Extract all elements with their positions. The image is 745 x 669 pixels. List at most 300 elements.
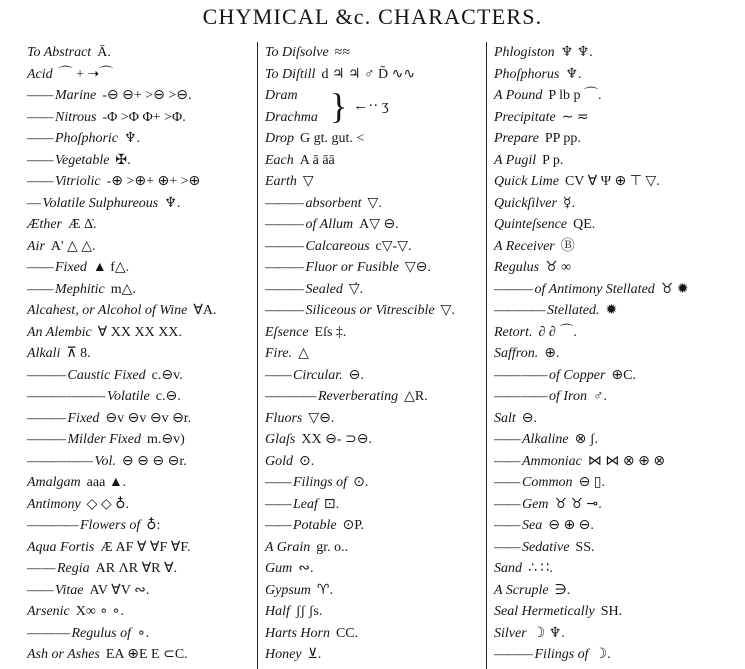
ditto-rule: ——— xyxy=(265,238,303,254)
entry-row xyxy=(265,580,486,602)
dram-symbol: ←·· ʒ xyxy=(353,98,389,114)
ditto-rule: ——— xyxy=(27,410,65,426)
entry-symbols: ♂. xyxy=(592,389,607,404)
entry-symbols: m.⊖v) xyxy=(146,432,185,447)
ditto-rule: ——— ——— xyxy=(27,389,104,404)
ditto-rule: —— xyxy=(27,174,52,189)
entry-row xyxy=(494,472,745,494)
entry-label: Amalgam xyxy=(27,475,81,490)
ditto-rule: —— —— xyxy=(494,367,546,383)
entry-label: Phoſphorus xyxy=(494,66,560,82)
entry-row xyxy=(265,472,486,494)
entry-label: Quick Lime xyxy=(494,174,559,189)
entry-symbols: ♈. xyxy=(316,582,333,598)
entry-row xyxy=(494,580,745,602)
entry-label: Fire. xyxy=(265,346,293,361)
entry-row xyxy=(494,515,745,537)
ditto-rule: ———— xyxy=(494,303,544,318)
entry-row xyxy=(494,386,745,408)
entry-symbols: ▽. xyxy=(367,195,382,211)
entry-label: Caustic Fixed xyxy=(67,367,146,383)
entry-symbols: ⊖v ⊖v ⊖v ⊖r. xyxy=(105,410,192,426)
entry-row xyxy=(265,300,486,322)
ditto-rule: —— —— xyxy=(494,389,546,404)
entry-label: Common xyxy=(522,475,573,490)
entry-symbols: -⊖ ⊖+ >⊖ >⊖. xyxy=(102,88,192,103)
entry-symbols: ⊙. xyxy=(299,453,315,469)
entry-row xyxy=(265,128,486,150)
entry-label: Alkaline xyxy=(522,432,569,447)
entry-row xyxy=(265,601,486,623)
entry-label: Vitriolic xyxy=(55,174,101,189)
ditto-rule: ———— xyxy=(27,518,77,533)
ditto-rule: —— xyxy=(27,109,52,125)
entry-label: Calcareous xyxy=(305,238,370,254)
entry-label: Gem xyxy=(522,496,549,512)
entry-label: Volatile Sulphureous xyxy=(42,195,159,211)
entry-symbols: aaa ▲. xyxy=(86,475,127,490)
entry-symbols: Ā. xyxy=(97,45,111,60)
dram-drachma-brace xyxy=(330,85,389,128)
entry-row xyxy=(265,644,486,666)
entry-label: Fluors xyxy=(265,410,303,426)
entry-row xyxy=(494,537,745,559)
entry-label: Gold xyxy=(265,453,293,469)
entry-row xyxy=(265,623,486,645)
ditto-rule: —— xyxy=(27,281,52,297)
entry-label: Regulus xyxy=(494,260,540,275)
entry-row xyxy=(494,343,745,365)
entry-row xyxy=(494,322,745,344)
entry-symbols: P lb p ⌒. xyxy=(548,88,602,103)
entry-row xyxy=(27,494,257,516)
entry-symbols: ✹ xyxy=(605,303,618,318)
entry-row xyxy=(27,451,257,473)
entry-row xyxy=(494,601,745,623)
entry-symbols: ♆ ♆. xyxy=(560,45,593,60)
entry-row xyxy=(27,386,257,408)
ditto-rule: —— xyxy=(27,131,52,146)
entry-row xyxy=(494,150,745,172)
entry-label: To Diſtill xyxy=(265,66,316,82)
entry-row xyxy=(27,300,257,322)
entry-label: Antimony xyxy=(27,496,81,512)
entry-row xyxy=(27,343,257,365)
entry-symbols: ⊖. xyxy=(348,367,364,383)
entry-row xyxy=(265,408,486,430)
entry-label: Retort. xyxy=(494,324,533,340)
entry-row xyxy=(494,128,745,150)
entry-row xyxy=(494,214,745,236)
entry-row xyxy=(494,300,745,322)
entry-row xyxy=(27,171,257,193)
ditto-rule: ——— xyxy=(265,303,303,318)
entry-row xyxy=(265,429,486,451)
entry-label: Ammoniac xyxy=(522,453,582,469)
entry-label: Fixed xyxy=(55,260,87,275)
entry-row xyxy=(494,64,745,86)
entry-row xyxy=(494,451,745,473)
entry-row xyxy=(265,236,486,258)
entry-label: Leaf xyxy=(293,496,318,512)
ditto-rule: ——— —— xyxy=(27,453,92,469)
entry-row xyxy=(27,279,257,301)
entry-symbols: ∀A. xyxy=(193,303,217,318)
ditto-rule: —— xyxy=(494,453,519,469)
entry-symbols: AR ɅR ∀R ∀. xyxy=(95,561,178,576)
characters-table xyxy=(0,42,745,669)
entry-symbols: ⊕C. xyxy=(611,367,636,383)
entry-label: Seal Hermetically xyxy=(494,604,595,619)
entry-row xyxy=(494,408,745,430)
entry-row xyxy=(494,623,745,645)
entry-symbols: ▽⊖. xyxy=(308,410,335,426)
entry-label: Each xyxy=(265,152,294,168)
entry-label: Alcahest, or Alcohol of Wine xyxy=(27,303,188,318)
entry-row xyxy=(265,150,486,172)
entry-symbols: ⊕. xyxy=(544,346,560,361)
entry-label: Siliceous or Vitrescible xyxy=(305,303,435,318)
ditto-rule: —— xyxy=(27,582,52,598)
entry-row xyxy=(265,214,486,236)
entry-label: Circular. xyxy=(293,367,343,383)
entry-row xyxy=(265,494,486,516)
entry-label: Quickſilver xyxy=(494,195,557,211)
entry-label: Dram xyxy=(265,88,298,103)
entry-row xyxy=(494,365,745,387)
entry-row xyxy=(27,257,257,279)
entry-label: Phoſphoric xyxy=(55,131,118,146)
entry-row xyxy=(27,365,257,387)
entry-symbols: ⊖ ⊕ ⊖. xyxy=(548,518,594,533)
entry-symbols: ∂ ∂ ⌒. xyxy=(538,324,577,340)
entry-symbols: ⊗ ʃ. xyxy=(574,432,599,447)
entry-row xyxy=(27,193,257,215)
entry-label: Reverberating xyxy=(318,389,399,404)
entry-row xyxy=(27,128,257,150)
entry-label: Regulus of xyxy=(71,625,131,641)
entry-label: Alkali xyxy=(27,346,61,361)
entry-symbols: -⊕ >⊕+ ⊕+ >⊕ xyxy=(106,174,201,189)
entry-symbols: ▲ f△. xyxy=(92,260,130,275)
ditto-rule: —— xyxy=(27,152,52,168)
entry-label: An Alembic xyxy=(27,324,92,340)
entry-row xyxy=(494,257,745,279)
entry-row xyxy=(265,537,486,559)
entry-symbols: A ā āā xyxy=(299,152,335,168)
entry-label: Eſsence xyxy=(265,324,309,340)
entry-symbols: SS. xyxy=(575,539,595,555)
entry-row xyxy=(27,42,257,64)
ditto-rule: —— xyxy=(494,496,519,512)
ditto-rule: ——— xyxy=(265,217,303,232)
entry-symbols: ⊖. xyxy=(521,410,538,426)
entry-label: Harts Horn xyxy=(265,625,330,641)
entry-symbols: X∞ ∘ ∘. xyxy=(75,604,124,619)
entry-label: Vitae xyxy=(55,582,84,598)
entry-row xyxy=(27,580,257,602)
entry-symbols: ⌒ + ➝⌒ xyxy=(58,66,114,82)
entry-label: Fluor or Fusible xyxy=(305,260,399,275)
entry-symbols: m△. xyxy=(110,281,136,297)
ditto-rule: ——— xyxy=(265,195,303,211)
column-entries xyxy=(494,42,745,666)
entry-row xyxy=(265,171,486,193)
entry-label: Drachma xyxy=(265,109,318,125)
entry-row xyxy=(494,279,745,301)
entry-label: Precipitate xyxy=(494,109,556,125)
entry-row xyxy=(494,236,745,258)
column-entries xyxy=(27,42,257,666)
ditto-rule: —— xyxy=(265,475,290,490)
column-left xyxy=(0,42,258,669)
entry-symbols: P p. xyxy=(542,152,564,168)
entry-label: To Diſsolve xyxy=(265,45,329,60)
ditto-rule: ——— xyxy=(494,281,532,297)
entry-symbols: ⊙. xyxy=(353,475,369,490)
entry-symbols: ◇ ◇ ♁. xyxy=(86,496,129,512)
entry-symbols: ≈≈ xyxy=(334,45,351,60)
entry-row xyxy=(27,408,257,430)
entry-label: Gum xyxy=(265,561,293,576)
entry-label: A Pugil xyxy=(494,152,537,168)
entry-row xyxy=(265,279,486,301)
entry-label: Flowers of xyxy=(80,518,141,533)
entry-row xyxy=(27,214,257,236)
ditto-rule: ——— xyxy=(265,260,303,275)
entry-symbols: SH. xyxy=(600,604,623,619)
entry-symbols: ⊡. xyxy=(323,496,340,512)
entry-symbols: QE. xyxy=(573,217,596,232)
entry-row xyxy=(27,429,257,451)
page-title: CHYMICAL &c. CHARACTERS. xyxy=(202,4,543,29)
entry-label: Arsenic xyxy=(27,604,70,619)
entry-row xyxy=(494,644,745,666)
entry-symbols: ☿. xyxy=(562,195,576,211)
entry-symbols: Æ AF ∀ ∀F ∀F. xyxy=(100,539,191,555)
entry-label: Filings of xyxy=(534,647,589,662)
entry-label: Phlogiston xyxy=(494,45,555,60)
ditto-rule: —— xyxy=(494,539,519,555)
entry-symbols: ⊙P. xyxy=(342,518,365,533)
ditto-rule: ——— xyxy=(27,432,65,447)
entry-row xyxy=(265,386,486,408)
entry-label: Gypsum xyxy=(265,582,311,598)
entry-label: of Copper xyxy=(549,367,606,383)
ditto-rule: — — — xyxy=(27,625,69,641)
entry-label: Sedative xyxy=(522,539,570,555)
entry-row xyxy=(27,236,257,258)
entry-label: Honey xyxy=(265,647,302,662)
ditto-rule: ——— xyxy=(265,281,303,297)
ditto-rule: — xyxy=(27,195,40,211)
entry-symbols: ▽ xyxy=(302,174,314,189)
entry-symbols: △ xyxy=(298,346,309,361)
entry-label: Fixed xyxy=(67,410,100,426)
entry-label: Marine xyxy=(55,88,97,103)
entry-symbols: ∴ ∷. xyxy=(528,561,553,576)
entry-label: Filings of xyxy=(293,475,348,490)
entry-row xyxy=(494,558,745,580)
entry-label: Ash or Ashes xyxy=(27,647,100,662)
entry-symbols: ⊖ ⊖ ⊖ ⊖r. xyxy=(121,453,187,469)
entry-symbols: ∘. xyxy=(137,625,150,641)
entry-label: A Grain xyxy=(265,539,311,555)
ditto-rule: ——— xyxy=(27,367,65,383)
entry-row xyxy=(265,343,486,365)
brace-mark: } xyxy=(330,86,348,126)
entry-symbols: ʃʃ ʃs. xyxy=(295,604,323,619)
entry-label: Air xyxy=(27,238,45,254)
entry-row xyxy=(27,644,257,666)
entry-row xyxy=(27,558,257,580)
entry-row xyxy=(494,171,745,193)
entry-symbols: △R. xyxy=(404,389,428,404)
entry-row xyxy=(27,623,257,645)
entry-symbols: ♆. xyxy=(164,195,181,211)
entry-symbols: Ⓑ xyxy=(560,238,575,254)
entry-symbols: ▽. xyxy=(440,303,455,318)
entry-row xyxy=(265,558,486,580)
entry-symbols: ⊼ 8. xyxy=(66,346,91,361)
entry-row xyxy=(494,429,745,451)
ditto-rule: —— xyxy=(494,475,519,490)
entry-label: Potable xyxy=(293,518,337,533)
entry-symbols: ▽⊖. xyxy=(404,260,431,275)
entry-symbols: ♉ ✹ xyxy=(660,281,689,297)
entry-label: A Scruple xyxy=(494,582,549,598)
entry-symbols: PP pp. xyxy=(544,131,581,146)
entry-symbols: -Φ >Φ Φ+ >Φ. xyxy=(102,109,186,125)
entry-label: Volatile xyxy=(107,389,150,404)
entry-symbols: XX ⊖- ⊃⊖. xyxy=(301,432,372,447)
entry-row xyxy=(27,601,257,623)
entry-symbols: ▽̇. xyxy=(348,281,364,297)
entry-symbols: ⊖ ▯. xyxy=(578,475,605,490)
entry-label: absorbent xyxy=(305,195,362,211)
entry-symbols: ♆. xyxy=(124,131,141,146)
entry-row xyxy=(27,85,257,107)
entry-row xyxy=(494,494,745,516)
entry-label: of Antimony Stellated xyxy=(534,281,655,297)
entry-label: Mephitic xyxy=(55,281,105,297)
entry-symbols: CV ∀ Ψ ⊕ ⊤ ▽. xyxy=(564,174,660,189)
entry-label: To Abstract xyxy=(27,45,92,60)
entry-symbols: ∾. xyxy=(298,561,314,576)
entry-row xyxy=(265,365,486,387)
entry-label: Glaſs xyxy=(265,432,296,447)
entry-row xyxy=(265,64,486,86)
entry-label: Half xyxy=(265,604,290,619)
ditto-rule: ——— xyxy=(494,647,532,662)
entry-symbols: c▽-▽. xyxy=(375,238,412,254)
ditto-rule: —— xyxy=(27,88,52,103)
entry-symbols: ⊻. xyxy=(307,647,322,662)
entry-symbols: ∼ ≂ xyxy=(561,109,589,125)
entry-symbols: ☽ ♆. xyxy=(532,625,565,641)
column-middle xyxy=(258,42,487,669)
ditto-rule: —— xyxy=(27,260,52,275)
ditto-rule: —— xyxy=(494,518,519,533)
entry-symbols: ⋈ ⋈ ⊗ ⊕ ⊗ xyxy=(587,453,666,469)
entry-label: Regia xyxy=(57,561,90,576)
entry-label: Drop xyxy=(265,131,295,146)
entry-symbols: ♉ ∞ xyxy=(545,260,572,275)
entry-row xyxy=(265,451,486,473)
entry-label: Milder Fixed xyxy=(67,432,141,447)
entry-symbols: Eſs ‡. xyxy=(314,324,347,340)
entry-symbols: ∋. xyxy=(554,582,571,598)
entry-label: A Pound xyxy=(494,88,543,103)
entry-row xyxy=(27,64,257,86)
entry-row xyxy=(265,322,486,344)
entry-row xyxy=(27,107,257,129)
entry-label: Aqua Fortis xyxy=(27,539,95,555)
entry-symbols: ✠. xyxy=(115,152,131,168)
entry-row xyxy=(27,150,257,172)
entry-symbols: c.⊖. xyxy=(155,389,181,404)
entry-symbols: gr. o.. xyxy=(316,539,349,555)
entry-label: Salt xyxy=(494,410,516,426)
entry-label: Sealed xyxy=(305,281,343,297)
entry-symbols: ♆. xyxy=(565,66,582,82)
entry-label: Sand xyxy=(494,561,522,576)
entry-row xyxy=(27,515,257,537)
entry-row xyxy=(265,193,486,215)
entry-symbols: A' △ △. xyxy=(50,238,96,254)
entry-label: Sea xyxy=(522,518,543,533)
entry-symbols: A▽ ⊖. xyxy=(359,217,399,232)
entry-label: Stellated. xyxy=(547,303,600,318)
entry-symbols: c.⊖v. xyxy=(151,367,183,383)
entry-row xyxy=(27,537,257,559)
entry-symbols: ♉ ♉ ⊸. xyxy=(554,496,602,512)
entry-symbols: G gt. gut. < xyxy=(300,131,365,146)
entry-symbols: ∀ XX XX XX. xyxy=(97,324,182,340)
entry-label: Acid xyxy=(27,66,53,82)
entry-row xyxy=(27,322,257,344)
entry-symbols: Æ Δ̇. xyxy=(68,217,97,232)
entry-row xyxy=(494,42,745,64)
entry-row xyxy=(494,107,745,129)
ditto-rule: —— xyxy=(494,432,519,447)
entry-symbols: CC. xyxy=(335,625,359,641)
entry-label: Earth xyxy=(265,174,297,189)
ditto-rule: —— xyxy=(265,367,290,383)
entry-label: Vegetable xyxy=(55,152,110,168)
entry-label: A Receiver xyxy=(494,238,555,254)
ditto-rule: — — xyxy=(27,561,54,576)
entry-row xyxy=(494,85,745,107)
entry-label: of Iron xyxy=(549,389,587,404)
entry-label: Prepare xyxy=(494,131,539,146)
entry-row xyxy=(27,472,257,494)
entry-symbols: d ♃ ♃ ♂ D̃ ∿∿ xyxy=(321,66,416,82)
entry-row xyxy=(265,42,486,64)
column-right xyxy=(487,42,745,669)
entry-row xyxy=(265,257,486,279)
entry-symbols: ♁: xyxy=(146,518,161,533)
entry-label: Æther xyxy=(27,217,62,232)
entry-label: of Allum xyxy=(305,217,354,232)
entry-row xyxy=(265,515,486,537)
entry-symbols: EA ⊕E E ⊂C. xyxy=(105,647,188,662)
ditto-rule: ———— xyxy=(265,389,315,404)
entry-label: Nitrous xyxy=(55,109,97,125)
ditto-rule: —— xyxy=(265,518,290,533)
entry-row xyxy=(494,193,745,215)
entry-label: Quinteſsence xyxy=(494,217,568,232)
